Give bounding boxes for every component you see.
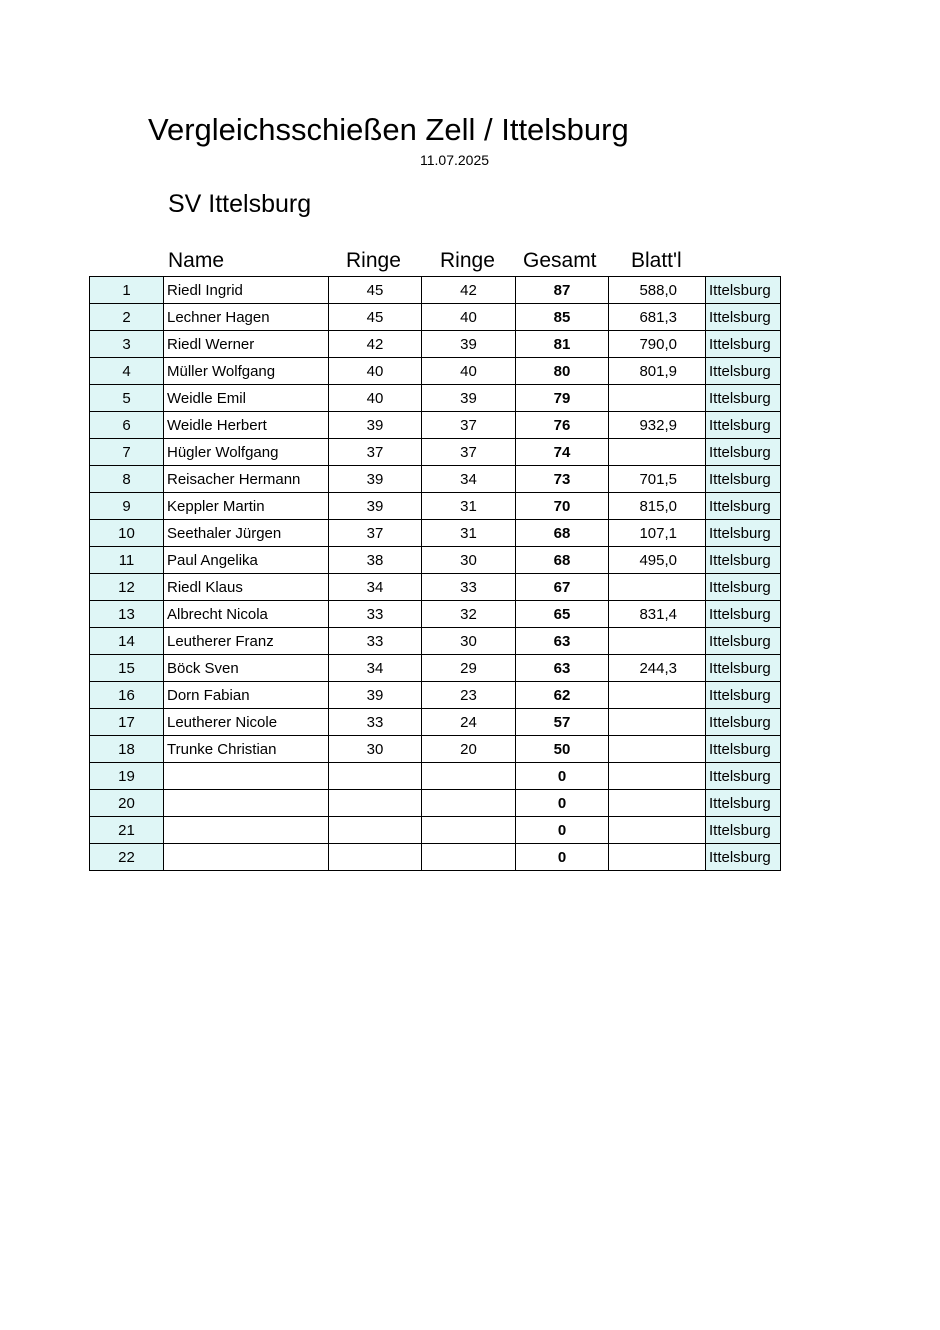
club-cell: Ittelsburg [706, 331, 781, 358]
club-cell: Ittelsburg [706, 763, 781, 790]
ringe-2-cell: 30 [422, 547, 516, 574]
gesamt-cell: 73 [516, 466, 609, 493]
table-row [90, 628, 781, 655]
club-cell: Ittelsburg [706, 709, 781, 736]
ringe-1-cell [329, 790, 422, 817]
ringe-1-cell: 33 [329, 628, 422, 655]
shooter-name-cell: Lechner Hagen [164, 304, 329, 331]
blatt-cell [609, 709, 706, 736]
shooter-name-cell: Hügler Wolfgang [164, 439, 329, 466]
gesamt-cell: 0 [516, 763, 609, 790]
shooter-name-cell [164, 790, 329, 817]
rank-cell: 19 [90, 763, 164, 790]
table-row [90, 709, 781, 736]
gesamt-cell: 63 [516, 655, 609, 682]
club-cell: Ittelsburg [706, 682, 781, 709]
gesamt-cell: 50 [516, 736, 609, 763]
club-cell: Ittelsburg [706, 844, 781, 871]
ringe-1-cell [329, 817, 422, 844]
blatt-cell [609, 682, 706, 709]
club-cell: Ittelsburg [706, 655, 781, 682]
ringe-2-cell: 29 [422, 655, 516, 682]
blatt-cell: 244,3 [609, 655, 706, 682]
rank-cell: 4 [90, 358, 164, 385]
ringe-1-cell: 39 [329, 682, 422, 709]
table-row [90, 844, 781, 871]
ringe-2-cell: 31 [422, 520, 516, 547]
gesamt-cell: 68 [516, 520, 609, 547]
blatt-cell [609, 844, 706, 871]
ringe-2-cell: 37 [422, 439, 516, 466]
rank-cell: 22 [90, 844, 164, 871]
ringe-2-cell: 24 [422, 709, 516, 736]
club-cell: Ittelsburg [706, 385, 781, 412]
gesamt-cell: 76 [516, 412, 609, 439]
blatt-cell: 107,1 [609, 520, 706, 547]
results-table [89, 276, 781, 871]
table-row [90, 277, 781, 304]
ringe-2-cell: 20 [422, 736, 516, 763]
club-cell: Ittelsburg [706, 493, 781, 520]
table-row [90, 439, 781, 466]
shooter-name-cell: Müller Wolfgang [164, 358, 329, 385]
club-cell: Ittelsburg [706, 601, 781, 628]
ringe-1-cell: 39 [329, 466, 422, 493]
shooter-name-cell: Albrecht Nicola [164, 601, 329, 628]
table-row [90, 304, 781, 331]
club-cell: Ittelsburg [706, 628, 781, 655]
rank-cell: 17 [90, 709, 164, 736]
blatt-cell: 701,5 [609, 466, 706, 493]
shooter-name-cell: Reisacher Hermann [164, 466, 329, 493]
ringe-1-cell: 30 [329, 736, 422, 763]
ringe-1-cell: 34 [329, 655, 422, 682]
shooter-name-cell: Riedl Werner [164, 331, 329, 358]
table-row [90, 412, 781, 439]
shooter-name-cell: Trunke Christian [164, 736, 329, 763]
rank-cell: 7 [90, 439, 164, 466]
gesamt-cell: 85 [516, 304, 609, 331]
shooter-name-cell: Keppler Martin [164, 493, 329, 520]
results-body [90, 277, 781, 871]
blatt-cell [609, 385, 706, 412]
gesamt-cell: 81 [516, 331, 609, 358]
ringe-1-cell: 37 [329, 520, 422, 547]
blatt-cell: 815,0 [609, 493, 706, 520]
gesamt-cell: 0 [516, 790, 609, 817]
shooter-name-cell: Riedl Ingrid [164, 277, 329, 304]
ringe-2-cell: 34 [422, 466, 516, 493]
rank-cell: 13 [90, 601, 164, 628]
ringe-1-cell: 33 [329, 601, 422, 628]
header-gesamt: Gesamt [523, 249, 597, 272]
rank-cell: 3 [90, 331, 164, 358]
rank-cell: 15 [90, 655, 164, 682]
ringe-2-cell: 23 [422, 682, 516, 709]
blatt-cell: 831,4 [609, 601, 706, 628]
ringe-1-cell: 40 [329, 358, 422, 385]
ringe-2-cell [422, 817, 516, 844]
ringe-2-cell: 42 [422, 277, 516, 304]
blatt-cell [609, 790, 706, 817]
shooter-name-cell: Leutherer Nicole [164, 709, 329, 736]
blatt-cell: 495,0 [609, 547, 706, 574]
table-row [90, 520, 781, 547]
rank-cell: 21 [90, 817, 164, 844]
header-blatt: Blatt'l [631, 249, 682, 272]
blatt-cell [609, 763, 706, 790]
gesamt-cell: 79 [516, 385, 609, 412]
table-row [90, 817, 781, 844]
club-cell: Ittelsburg [706, 817, 781, 844]
ringe-1-cell: 34 [329, 574, 422, 601]
rank-cell: 2 [90, 304, 164, 331]
club-cell: Ittelsburg [706, 520, 781, 547]
club-cell: Ittelsburg [706, 736, 781, 763]
rank-cell: 20 [90, 790, 164, 817]
ringe-2-cell: 40 [422, 358, 516, 385]
club-cell: Ittelsburg [706, 304, 781, 331]
document-title: Vergleichsschießen Zell / Ittelsburg [148, 112, 629, 147]
rank-cell: 14 [90, 628, 164, 655]
ringe-2-cell: 40 [422, 304, 516, 331]
ringe-2-cell [422, 790, 516, 817]
rank-cell: 8 [90, 466, 164, 493]
gesamt-cell: 70 [516, 493, 609, 520]
club-cell: Ittelsburg [706, 412, 781, 439]
club-name: SV Ittelsburg [168, 190, 312, 218]
ringe-1-cell: 45 [329, 277, 422, 304]
ringe-2-cell: 31 [422, 493, 516, 520]
blatt-cell: 790,0 [609, 331, 706, 358]
shooter-name-cell: Weidle Herbert [164, 412, 329, 439]
shooter-name-cell [164, 763, 329, 790]
blatt-cell [609, 439, 706, 466]
gesamt-cell: 80 [516, 358, 609, 385]
gesamt-cell: 63 [516, 628, 609, 655]
table-row [90, 331, 781, 358]
ringe-1-cell [329, 763, 422, 790]
shooter-name-cell [164, 817, 329, 844]
rank-cell: 11 [90, 547, 164, 574]
shooter-name-cell [164, 844, 329, 871]
club-cell: Ittelsburg [706, 466, 781, 493]
table-row [90, 601, 781, 628]
club-cell: Ittelsburg [706, 547, 781, 574]
club-cell: Ittelsburg [706, 439, 781, 466]
shooter-name-cell: Leutherer Franz [164, 628, 329, 655]
table-row [90, 655, 781, 682]
ringe-2-cell: 33 [422, 574, 516, 601]
gesamt-cell: 0 [516, 817, 609, 844]
gesamt-cell: 67 [516, 574, 609, 601]
club-cell: Ittelsburg [706, 574, 781, 601]
blatt-cell [609, 574, 706, 601]
rank-cell: 10 [90, 520, 164, 547]
blatt-cell: 681,3 [609, 304, 706, 331]
ringe-2-cell: 37 [422, 412, 516, 439]
rank-cell: 1 [90, 277, 164, 304]
table-row [90, 763, 781, 790]
rank-cell: 6 [90, 412, 164, 439]
ringe-2-cell: 32 [422, 601, 516, 628]
table-row [90, 682, 781, 709]
ringe-2-cell [422, 844, 516, 871]
header-ringe-1: Ringe [346, 249, 401, 272]
table-row [90, 736, 781, 763]
ringe-2-cell: 39 [422, 385, 516, 412]
table-row [90, 574, 781, 601]
gesamt-cell: 74 [516, 439, 609, 466]
header-ringe-2: Ringe [440, 249, 495, 272]
shooter-name-cell: Weidle Emil [164, 385, 329, 412]
table-row [90, 547, 781, 574]
rank-cell: 18 [90, 736, 164, 763]
rank-cell: 16 [90, 682, 164, 709]
ringe-1-cell: 37 [329, 439, 422, 466]
ringe-1-cell: 39 [329, 412, 422, 439]
club-cell: Ittelsburg [706, 790, 781, 817]
gesamt-cell: 65 [516, 601, 609, 628]
ringe-1-cell: 45 [329, 304, 422, 331]
rank-cell: 12 [90, 574, 164, 601]
ringe-1-cell: 38 [329, 547, 422, 574]
shooter-name-cell: Riedl Klaus [164, 574, 329, 601]
blatt-cell: 801,9 [609, 358, 706, 385]
shooter-name-cell: Seethaler Jürgen [164, 520, 329, 547]
table-row [90, 385, 781, 412]
rank-cell: 9 [90, 493, 164, 520]
ringe-1-cell: 42 [329, 331, 422, 358]
table-row [90, 493, 781, 520]
table-row [90, 790, 781, 817]
gesamt-cell: 62 [516, 682, 609, 709]
gesamt-cell: 87 [516, 277, 609, 304]
blatt-cell [609, 817, 706, 844]
rank-cell: 5 [90, 385, 164, 412]
gesamt-cell: 0 [516, 844, 609, 871]
shooter-name-cell: Böck Sven [164, 655, 329, 682]
gesamt-cell: 57 [516, 709, 609, 736]
ringe-1-cell: 39 [329, 493, 422, 520]
ringe-1-cell [329, 844, 422, 871]
ringe-2-cell: 39 [422, 331, 516, 358]
shooter-name-cell: Dorn Fabian [164, 682, 329, 709]
table-row [90, 466, 781, 493]
club-cell: Ittelsburg [706, 358, 781, 385]
blatt-cell: 588,0 [609, 277, 706, 304]
blatt-cell: 932,9 [609, 412, 706, 439]
shooter-name-cell: Paul Angelika [164, 547, 329, 574]
ringe-2-cell [422, 763, 516, 790]
gesamt-cell: 68 [516, 547, 609, 574]
club-cell: Ittelsburg [706, 277, 781, 304]
event-date: 11.07.2025 [420, 152, 490, 168]
blatt-cell [609, 736, 706, 763]
ringe-1-cell: 33 [329, 709, 422, 736]
blatt-cell [609, 628, 706, 655]
ringe-2-cell: 30 [422, 628, 516, 655]
table-row [90, 358, 781, 385]
ringe-1-cell: 40 [329, 385, 422, 412]
header-name: Name [168, 249, 225, 272]
